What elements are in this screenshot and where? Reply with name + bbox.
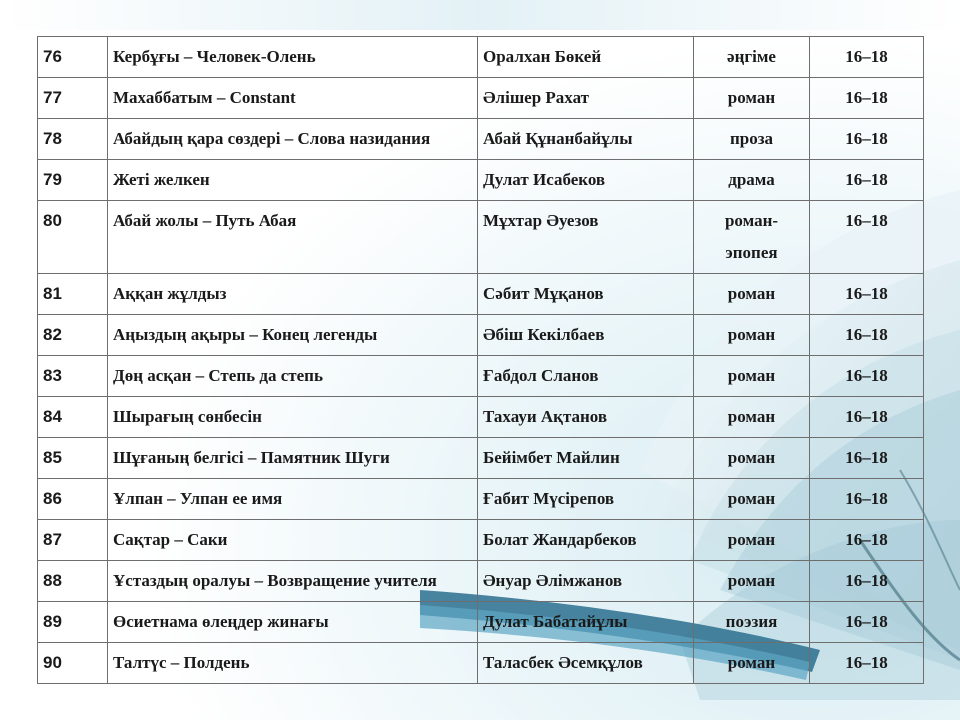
- row-number-cell: 88: [38, 561, 108, 602]
- title-cell: Шұғаның белгісі – Памятник Шуги: [108, 438, 478, 479]
- title-cell: Ұлпан – Улпан ее имя: [108, 479, 478, 520]
- row-number-cell: 90: [38, 643, 108, 684]
- age-cell: 16–18: [810, 160, 924, 201]
- table-row: [38, 602, 924, 643]
- age-cell: 16–18: [810, 520, 924, 561]
- title-cell: Абайдың қара сөздері – Слова назидания: [108, 119, 478, 160]
- row-number-cell: 87: [38, 520, 108, 561]
- table-row: [38, 479, 924, 520]
- row-number-cell: 79: [38, 160, 108, 201]
- table-row: [38, 643, 924, 684]
- title-cell: Аққан жұлдыз: [108, 274, 478, 315]
- table-row: [38, 397, 924, 438]
- row-number-cell: 81: [38, 274, 108, 315]
- age-cell: 16–18: [810, 78, 924, 119]
- author-cell: Тахауи Ақтанов: [478, 397, 694, 438]
- title-cell: Аңыздың ақыры – Конец легенды: [108, 315, 478, 356]
- genre-cell: драма: [694, 160, 810, 201]
- table-row: [38, 438, 924, 479]
- book-list-table: [37, 36, 924, 684]
- author-cell: Әнуар Әлімжанов: [478, 561, 694, 602]
- author-cell: Болат Жандарбеков: [478, 520, 694, 561]
- table-row: [38, 160, 924, 201]
- row-number-cell: 78: [38, 119, 108, 160]
- row-number-cell: 82: [38, 315, 108, 356]
- title-cell: Кербұғы – Человек-Олень: [108, 37, 478, 78]
- author-cell: Әлішер Рахат: [478, 78, 694, 119]
- title-cell: Дөң асқан – Степь да степь: [108, 356, 478, 397]
- author-cell: Оралхан Бөкей: [478, 37, 694, 78]
- age-cell: 16–18: [810, 643, 924, 684]
- genre-cell: роман: [694, 315, 810, 356]
- row-number-cell: 84: [38, 397, 108, 438]
- title-cell: Шырағың сөнбесін: [108, 397, 478, 438]
- author-cell: Ғабдол Сланов: [478, 356, 694, 397]
- genre-cell: поэзия: [694, 602, 810, 643]
- genre-cell: роман: [694, 643, 810, 684]
- author-cell: Әбіш Кекілбаев: [478, 315, 694, 356]
- genre-cell: роман-эпопея: [694, 201, 810, 274]
- age-cell: 16–18: [810, 438, 924, 479]
- genre-cell: роман: [694, 356, 810, 397]
- table-row: [38, 119, 924, 160]
- author-cell: Мұхтар Әуезов: [478, 201, 694, 274]
- author-cell: Ғабит Мүсірепов: [478, 479, 694, 520]
- author-cell: Дулат Исабеков: [478, 160, 694, 201]
- age-cell: 16–18: [810, 274, 924, 315]
- age-cell: 16–18: [810, 479, 924, 520]
- row-number-cell: 85: [38, 438, 108, 479]
- author-cell: Абай Құнанбайұлы: [478, 119, 694, 160]
- title-cell: Ұстаздың оралуы – Возвращение учителя: [108, 561, 478, 602]
- age-cell: 16–18: [810, 356, 924, 397]
- table-row: [38, 561, 924, 602]
- title-cell: Абай жолы – Путь Абая: [108, 201, 478, 274]
- age-cell: 16–18: [810, 561, 924, 602]
- genre-cell: әңгіме: [694, 37, 810, 78]
- genre-cell: роман: [694, 438, 810, 479]
- age-cell: 16–18: [810, 201, 924, 274]
- author-cell: Сәбит Мұқанов: [478, 274, 694, 315]
- table-row: [38, 78, 924, 119]
- row-number-cell: 80: [38, 201, 108, 274]
- row-number-cell: 86: [38, 479, 108, 520]
- author-cell: Таласбек Әсемқұлов: [478, 643, 694, 684]
- age-cell: 16–18: [810, 397, 924, 438]
- table-row: [38, 356, 924, 397]
- row-number-cell: 83: [38, 356, 108, 397]
- genre-cell: роман: [694, 520, 810, 561]
- age-cell: 16–18: [810, 315, 924, 356]
- row-number-cell: 77: [38, 78, 108, 119]
- table-row: [38, 201, 924, 274]
- genre-cell: роман: [694, 397, 810, 438]
- title-cell: Өсиетнама өлеңдер жинағы: [108, 602, 478, 643]
- table-row: [38, 315, 924, 356]
- genre-cell: роман: [694, 479, 810, 520]
- table-row: [38, 520, 924, 561]
- table-row: [38, 37, 924, 78]
- title-cell: Жеті желкен: [108, 160, 478, 201]
- table-row: [38, 274, 924, 315]
- title-cell: Талтүс – Полдень: [108, 643, 478, 684]
- age-cell: 16–18: [810, 119, 924, 160]
- author-cell: Бейімбет Майлин: [478, 438, 694, 479]
- genre-cell: проза: [694, 119, 810, 160]
- genre-cell: роман: [694, 274, 810, 315]
- genre-cell: роман: [694, 561, 810, 602]
- genre-cell: роман: [694, 78, 810, 119]
- age-cell: 16–18: [810, 37, 924, 78]
- row-number-cell: 89: [38, 602, 108, 643]
- author-cell: Дулат Бабатайұлы: [478, 602, 694, 643]
- book-list-table-wrapper: [37, 36, 923, 684]
- title-cell: Сақтар – Саки: [108, 520, 478, 561]
- row-number-cell: 76: [38, 37, 108, 78]
- title-cell: Махаббатым – Constant: [108, 78, 478, 119]
- age-cell: 16–18: [810, 602, 924, 643]
